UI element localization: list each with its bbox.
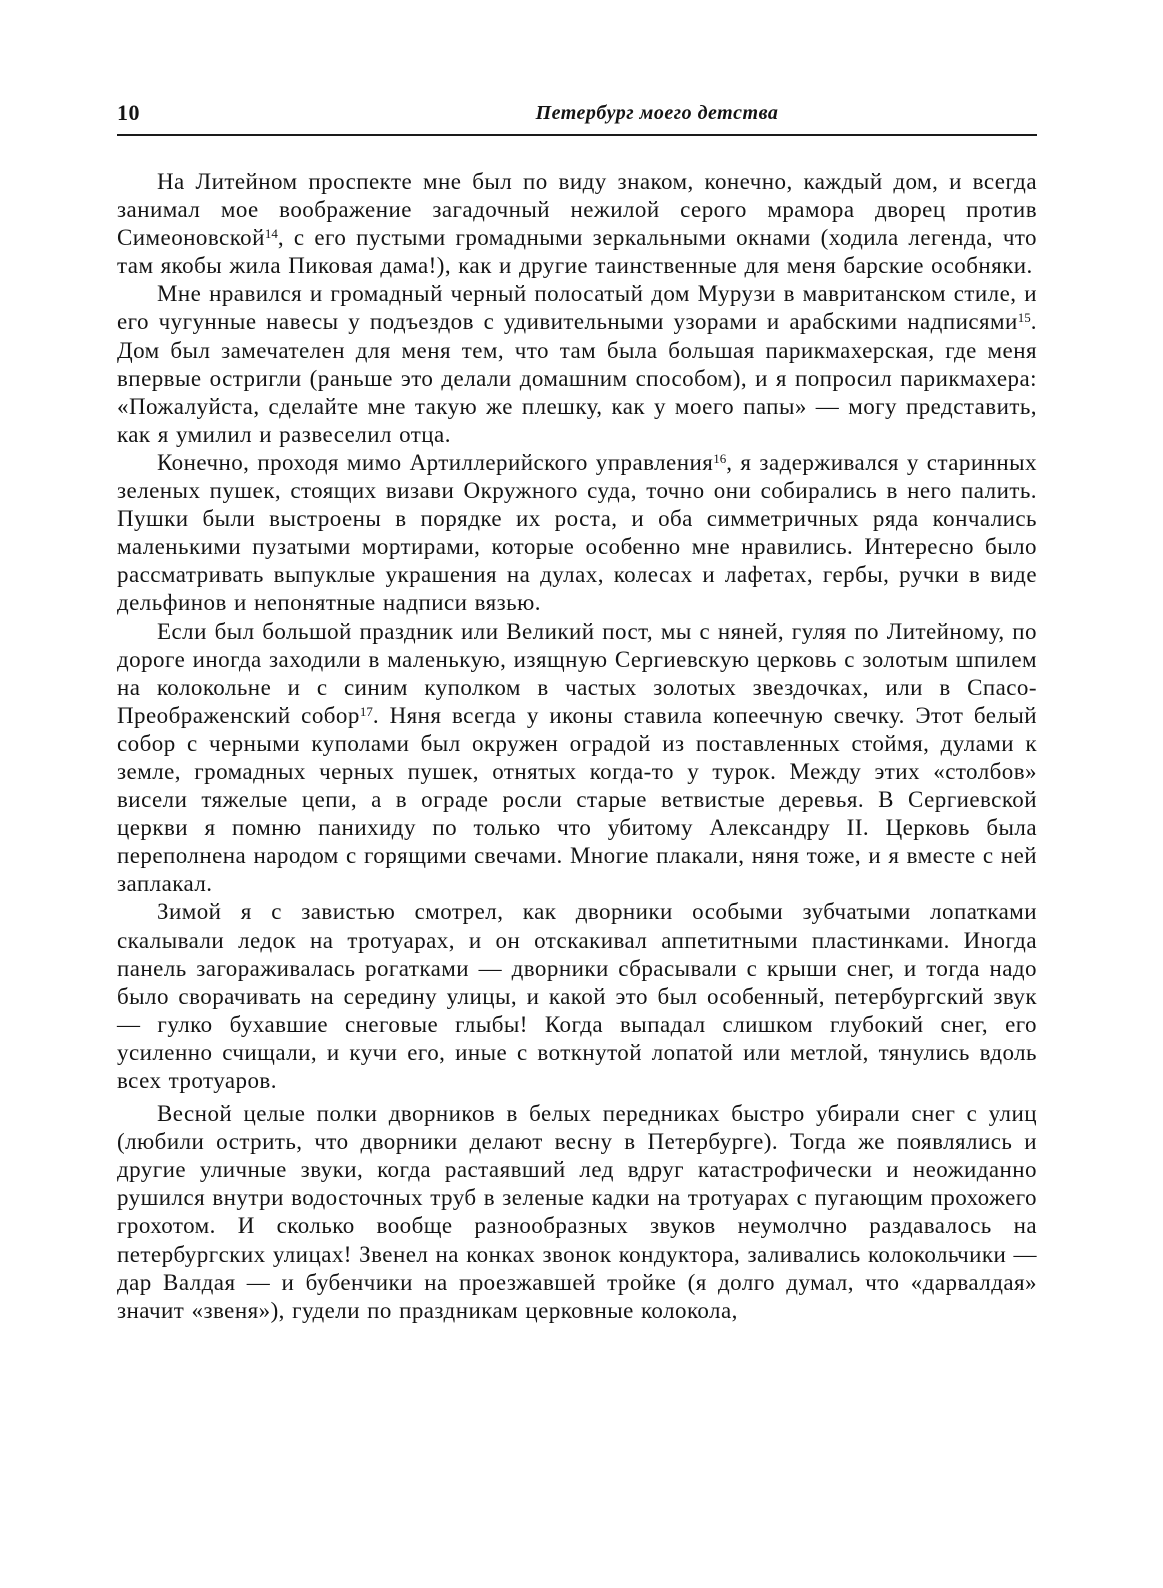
paragraph — [117, 168, 1037, 280]
running-title: Петербург моего детства — [535, 102, 779, 124]
paragraph-text: Конечно, проходя мимо Артиллерийского управления — [157, 449, 714, 475]
paragraph-text: На Литейном проспекте мне был по виду знаком, конечно, каждый дом, и всегда занимал мое воображение загадочный нежилой серого мрамора дворец против Симеоновской — [117, 169, 1037, 251]
paragraph-text: Зимой я с завистью смотрел, как дворники особыми зубчатыми лопатками скалывали ледок на тротуарах, и он отскакивал аппетитными пластинками. Иногда панель загораживалась рогатками — дворники сбрасывали с крыши снег, и тогда надо было сворачивать на середину улицы, и какой это был особенный, петербургский звук — гулко бухавшие снеговые глыбы! Когда выпадал слишком глубокий снег, его усиленно счищали, и кучи его, иные с воткнутой лопатой или метлой, тянулись вдоль всех тротуаров. — [117, 899, 1037, 1093]
page-header — [117, 98, 1037, 138]
footnote-ref[interactable]: 16 — [713, 450, 727, 466]
paragraph — [117, 898, 1037, 1095]
paragraph-text: , я задерживался у старинных зеленых пушек, стоящих визави Окружного суда, точно они собирались в него палить. Пушки были выстроены в порядке их роста, и оба симметричных ряда кончались маленькими пузатыми мортирами, которые особенно мне нравились. Интересно было рассматривать выпуклые украшения на дулах, колесах и лафетах, гербы, ручки в виде дельфинов и непонятные надписи вязью. — [117, 449, 1037, 616]
paragraph-text: Если был большой праздник или Великий пост, мы с няней, гуляя по Литейному, по дороге иногда заходили в маленькую, изящную Сергиевскую церковь с золотым шпилем на колокольне и с синим куполком в частых золотых звездочках, или в Спасо-Преображенский собор — [117, 618, 1037, 728]
footnote-ref[interactable]: 17 — [359, 703, 373, 719]
footnote-ref[interactable]: 14 — [264, 226, 278, 242]
paragraph — [117, 280, 1037, 449]
paragraph — [117, 618, 1037, 899]
header-rule — [117, 134, 1037, 136]
paragraph-text: . Дом был замечателен для меня тем, что там была большая парикмахерская, где меня впервые остригли (раньше это делали домашним способом), и я попросил парикмахера: «Пожалуйста, сделайте мне такую же плешку, как у моего папы» — могу представить, как я умилил и развеселил отца. — [117, 309, 1037, 447]
paragraph — [117, 1100, 1037, 1325]
footnote-ref[interactable]: 15 — [1017, 310, 1031, 326]
paragraph-text: , с его пустыми громадными зеркальными окнами (ходила легенда, что там якобы жила Пиковая дама!), как и другие таинственные для меня барские особняки. — [117, 225, 1037, 279]
paragraph — [117, 449, 1037, 618]
paragraph-text: Весной целые полки дворников в белых передниках быстро убирали снег с улиц (любили острить, что дворники делают весну в Петербурге). Тогда же появлялись и другие уличные звуки, когда растаявший лед вдруг катастрофически и неожиданно рушился внутри водосточных труб в зеленые кадки на тротуарах с пугающим прохожего грохотом. И сколько вообще разнообразных звуков неумолчно раздавалось на петербургских улицах! Звенел на конках звонок кондуктора, заливались колокольчики — дар Валдая — и бубенчики на проезжавшей тройке (я долго думал, что «дарвалдая» значит «звеня»), гудели по праздникам церковные колокола, — [117, 1101, 1037, 1323]
body-text — [117, 168, 1037, 1325]
paragraph-text: . Няня всегда у иконы ставила копеечную свечку. Этот белый собор с черными куполами был окружен оградой из поставленных стоймя, дулами к земле, громадных черных пушек, отнятых когда-то у турок. Между этих «столбов» висели тяжелые цепи, а в ограде росли старые ветвистые деревья. В Сергиевской церкви я помню панихиду по только что убитому Александру II. Церковь была переполнена народом с горящими свечами. Многие плакали, няня тоже, и я вместе с ней заплакал. — [117, 702, 1038, 897]
paragraph-text: Мне нравился и громадный черный полосатый дом Мурузи в мавританском стиле, и его чугунные навесы у подъездов с удивительными узорами и арабскими надписями — [117, 281, 1037, 335]
page-number: 10 — [117, 100, 140, 125]
